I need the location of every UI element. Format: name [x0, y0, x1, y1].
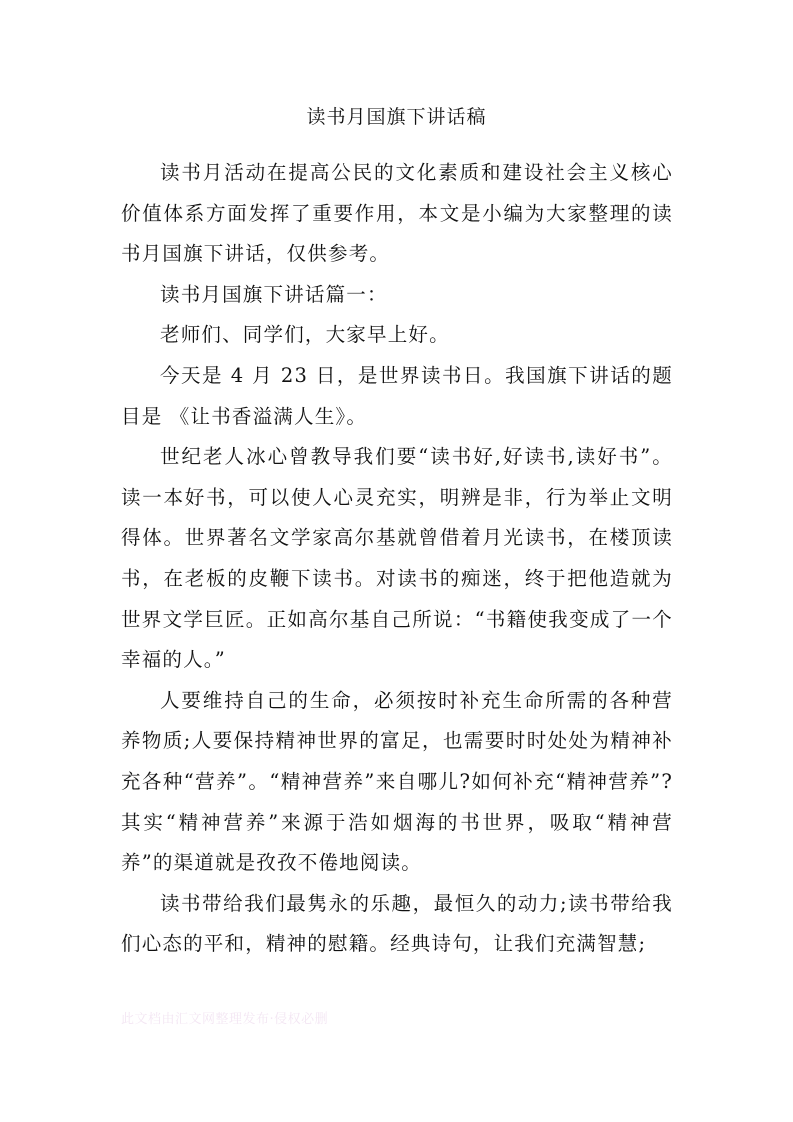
- faint-watermark: 此文档由汇文网整理发布·侵权必删: [121, 1012, 329, 1027]
- paragraph-joy: 读书带给我们最隽永的乐趣，最恒久的动力;读书带给我们心态的平和，精神的慰籍。经典诗句，让我们充满智慧;: [121, 891, 673, 956]
- paragraph-section-heading: 读书月国旗下讲话篇一：: [160, 282, 388, 306]
- document-title: 读书月国旗下讲话稿: [306, 106, 487, 128]
- paragraph-bingxin: 世纪老人冰心曾教导我们要“读书好,好读书,读好书”。读一本好书，可以使人心灵充实，明辨是非，行为举止文明得体。世界著名文学家高尔基就曾借着月光读书，在楼顶读书，在老板的皮鞭下读书。对读书的痴迷，终于把他造就为世界文学巨匠。正如高尔基自己所说：“书籍使我变成了一个幸福的人。”: [121, 445, 673, 672]
- document-body: [121, 153, 673, 965]
- paragraph-topic: 今天是 4 月 23 日，是世界读书日。我国旗下讲话的题目是 《让书香溢满人生》。: [121, 363, 673, 428]
- paragraph-greeting: 老师们、同学们，大家早上好。: [160, 323, 450, 347]
- paragraph-nutrition: 人要维持自己的生命，必须按时补充生命所需的各种营养物质;人要保持精神世界的富足，也需要时时处处为精神补充各种“营养”。“精神营养”来自哪儿?如何补充“精神营养”?其实“精神营养”来源于浩如烟海的书世界，吸取“精神营养”的渠道就是孜孜不倦地阅读。: [121, 688, 673, 875]
- paragraph-intro: 读书月活动在提高公民的文化素质和建设社会主义核心价值体系方面发挥了重要作用，本文是小编为大家整理的读书月国旗下讲话，仅供参考。: [121, 161, 673, 266]
